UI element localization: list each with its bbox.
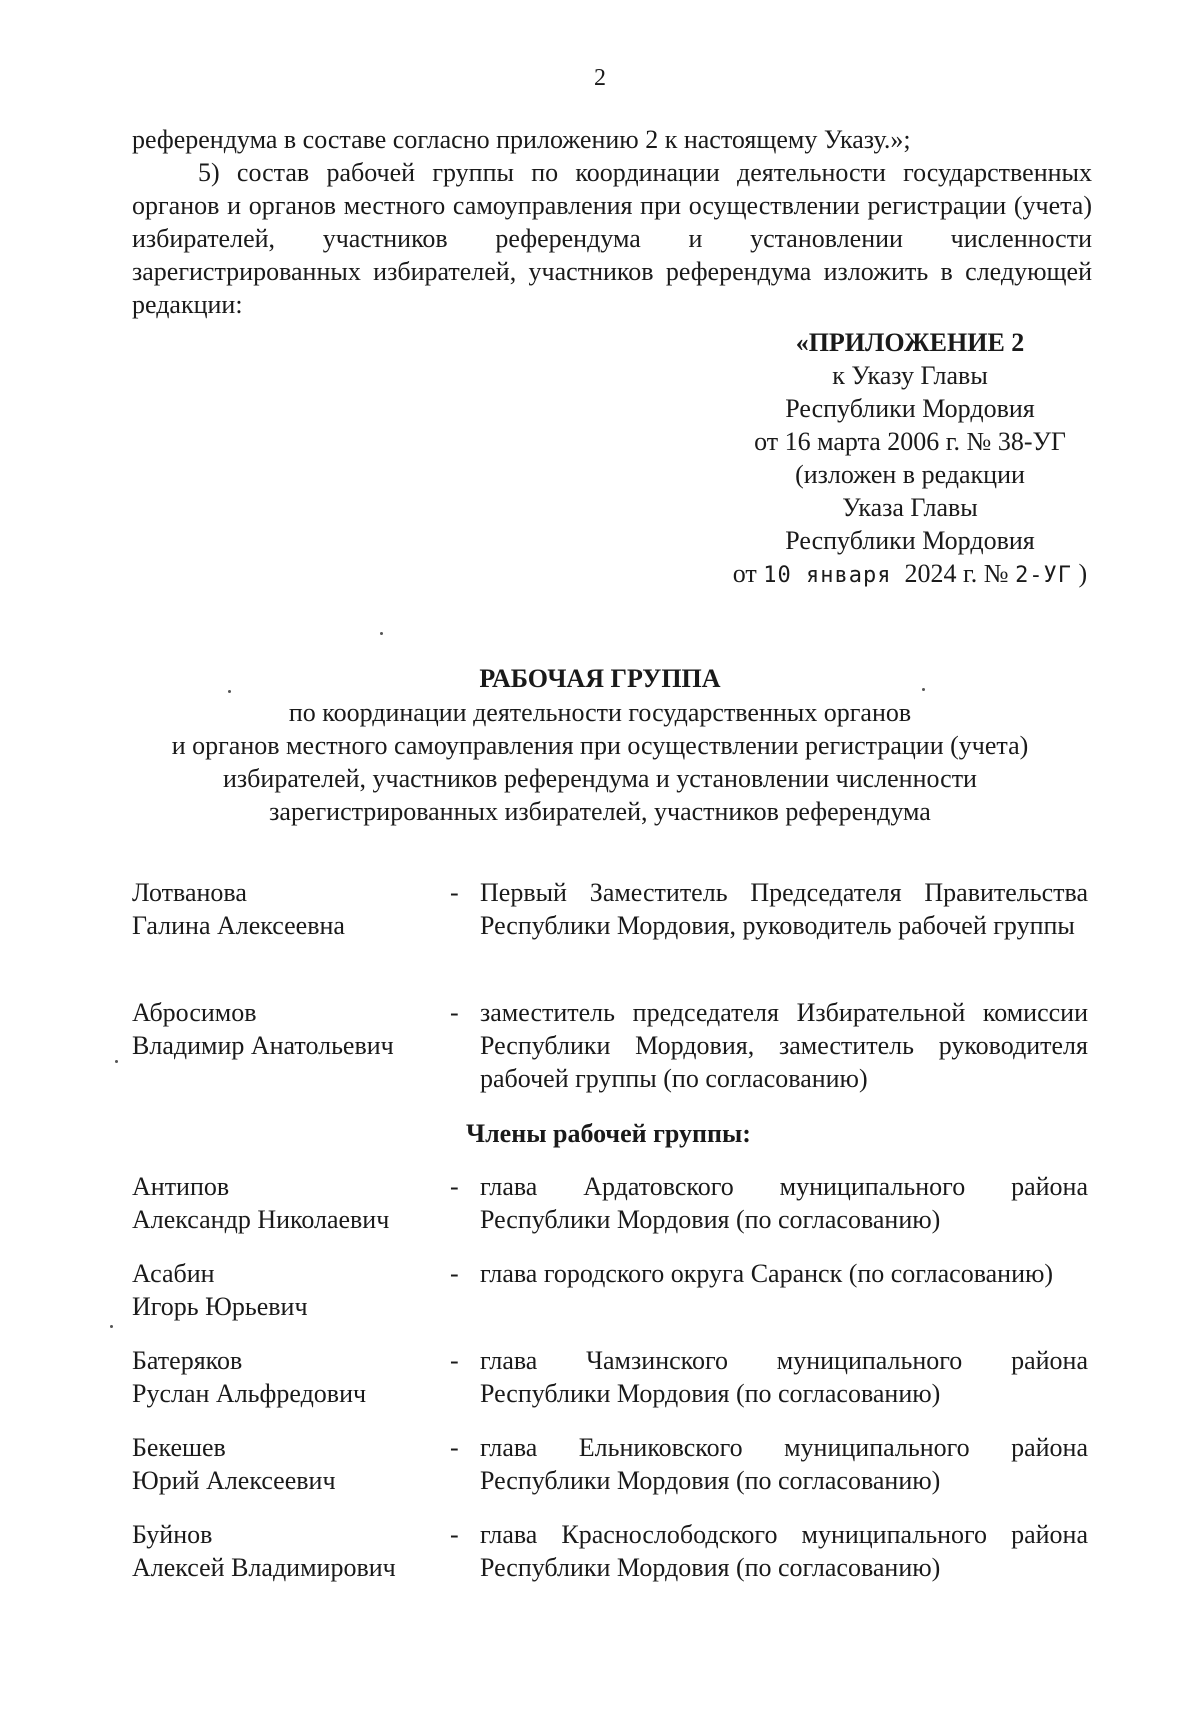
member-name (132, 1170, 432, 1236)
member-given-name: Александр Николаевич (132, 1205, 390, 1234)
description-line: и органов местного самоуправления при осуществлении регистрации (учета) (171, 731, 1029, 760)
dash: - (450, 1346, 459, 1375)
dash: - (450, 998, 459, 1027)
intro-line: референдума в составе согласно приложению 2 к настоящему Указу.»; (132, 125, 911, 154)
member-given-name: Галина Алексеевна (132, 911, 345, 940)
member-surname: Буйнов (132, 1520, 213, 1549)
description-line: зарегистрированных избирателей, участников референдума (269, 797, 931, 826)
handwritten-date: 10 января (763, 563, 892, 588)
item-5-paragraph: 5) состав рабочей группы по координации деятельности государственных органов и органов местного самоуправления при осуществлении регистрации (учета) избирателей, участников референдума и установлении численности зарегистрированных избирателей, участников референдума изложить в следующей редакции: (132, 158, 1092, 319)
closing-paren: ) (1078, 559, 1088, 588)
member-role: глава Краснослободского муниципального района Республики Мордовия (по согласованию) (480, 1520, 1088, 1582)
members-heading: Члены рабочей группы: (466, 1119, 751, 1148)
appendix-line: Указа Главы (842, 493, 978, 522)
member-given-name: Владимир Анатольевич (132, 1031, 394, 1060)
member-surname: Бекешев (132, 1433, 226, 1462)
appendix-line: Республики Мордовия (785, 526, 1035, 555)
group-description (100, 696, 1100, 828)
member-surname: Батеряков (132, 1346, 243, 1375)
scan-speck (228, 690, 231, 693)
intro-text (132, 123, 1092, 321)
dash: - (450, 878, 459, 907)
scan-speck (110, 1325, 113, 1328)
group-title: РАБОЧАЯ ГРУППА (479, 664, 721, 693)
description-line: избирателей, участников референдума и установлении численности (223, 764, 977, 793)
appendix-line: Республики Мордовия (785, 394, 1035, 423)
member-name (132, 1518, 432, 1584)
member-surname: Лотванова (132, 878, 247, 907)
member-role: глава Чамзинского муниципального района Республики Мордовия (по согласованию) (480, 1346, 1088, 1408)
scan-speck (115, 1060, 118, 1063)
appendix-header (690, 326, 1130, 592)
member-name (132, 1431, 432, 1497)
member-name (132, 996, 432, 1062)
page-number: 2 (594, 65, 606, 91)
member-role: глава городского округа Саранск (по согласованию) (480, 1259, 1054, 1288)
member-name (132, 1257, 432, 1323)
date-year: 2024 г. № (904, 559, 1009, 588)
member-name (132, 1344, 432, 1410)
scan-speck (922, 688, 925, 691)
date-prefix: от (732, 559, 757, 588)
dash: - (450, 1259, 459, 1288)
member-surname: Антипов (132, 1172, 230, 1201)
dash: - (450, 1433, 459, 1462)
dash: - (450, 1172, 459, 1201)
member-surname: Асабин (132, 1259, 215, 1288)
dash: - (450, 1520, 459, 1549)
scan-speck (380, 632, 383, 635)
appendix-date-line (690, 557, 1130, 592)
member-given-name: Игорь Юрьевич (132, 1292, 308, 1321)
appendix-line: от 16 марта 2006 г. № 38-УГ (754, 427, 1066, 456)
member-given-name: Алексей Владимирович (132, 1553, 396, 1582)
member-role: заместитель председателя Избирательной комиссии Республики Мордовия, заместитель руководителя рабочей группы (по согласованию) (480, 998, 1088, 1093)
member-role: Первый Заместитель Председателя Правительства Республики Мордовия, руководитель рабочей группы (480, 878, 1088, 940)
member-role: глава Ардатовского муниципального района Республики Мордовия (по согласованию) (480, 1172, 1088, 1234)
member-role: глава Ельниковского муниципального района Республики Мордовия (по согласованию) (480, 1433, 1088, 1495)
description-line: по координации деятельности государственных органов (288, 698, 912, 727)
appendix-title: «ПРИЛОЖЕНИЕ 2 (795, 328, 1025, 357)
member-surname: Абросимов (132, 998, 257, 1027)
member-name (132, 876, 432, 942)
appendix-line: (изложен в редакции (795, 460, 1025, 489)
member-given-name: Руслан Альфредович (132, 1379, 367, 1408)
appendix-line: к Указу Главы (832, 361, 988, 390)
member-given-name: Юрий Алексеевич (132, 1466, 336, 1495)
handwritten-number: 2-УГ (1015, 563, 1073, 588)
